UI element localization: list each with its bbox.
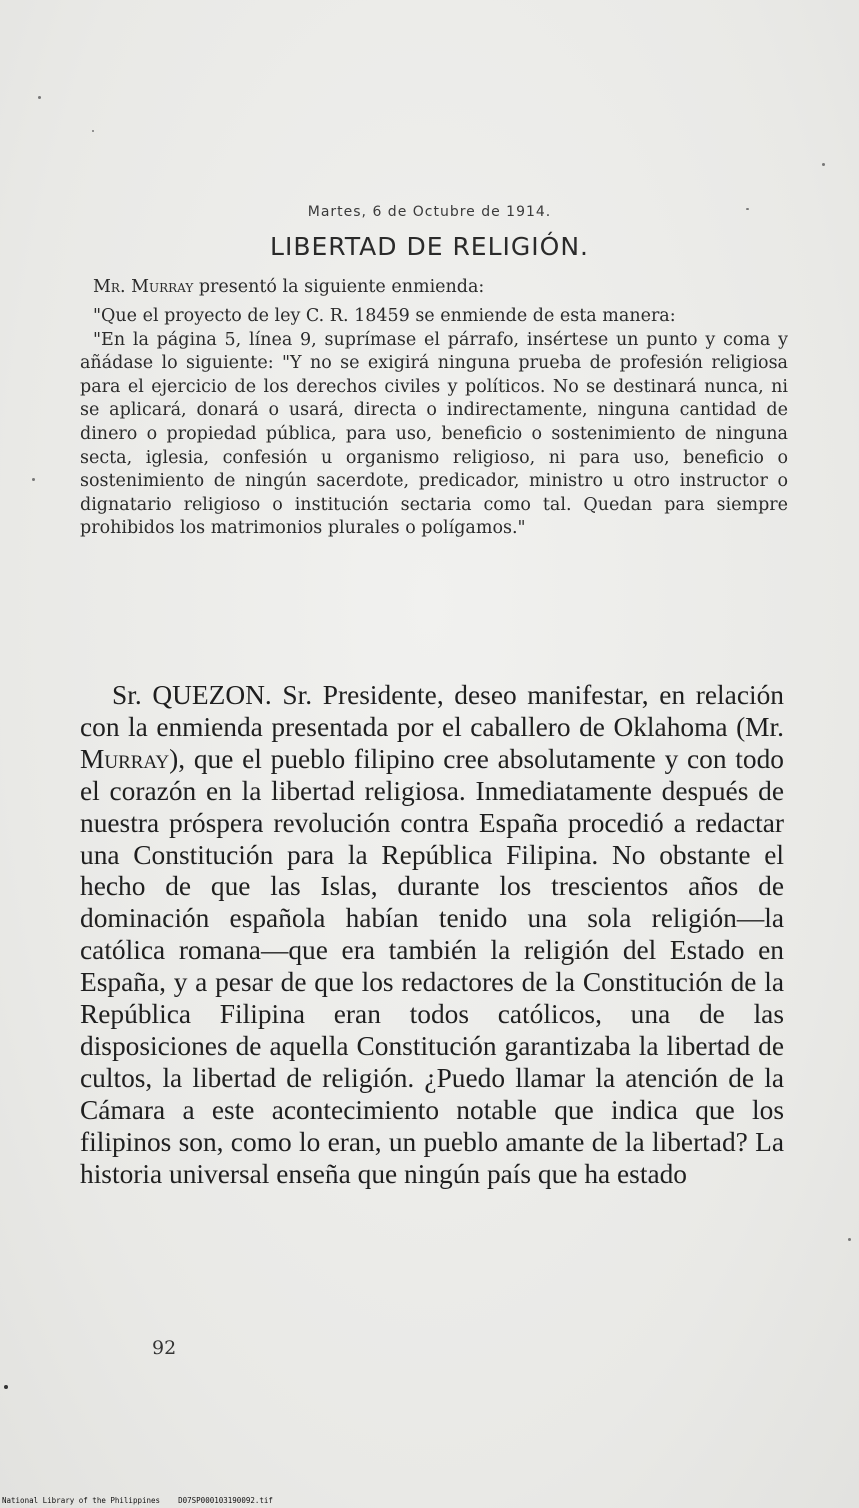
page-number: 92 bbox=[152, 1337, 177, 1359]
speech-block bbox=[80, 680, 784, 1191]
scan-speck bbox=[4, 1385, 8, 1389]
scan-speck bbox=[822, 163, 825, 166]
scan-speck bbox=[38, 96, 41, 99]
scan-speck bbox=[746, 208, 749, 210]
amendment-lead: "Que el proyecto de ley C. R. 18459 se enmiende de esta manera: bbox=[93, 306, 676, 326]
amendment-intro-paragraph bbox=[80, 276, 788, 300]
dateline: Martes, 6 de Octubre de 1914. bbox=[307, 204, 552, 220]
scan-speck bbox=[32, 478, 35, 481]
speech-text-before: Sr. Presidente, deseo manifestar, en relación con la enmienda presentada por el caballero de Oklahoma (Mr. bbox=[80, 680, 784, 742]
speech-text-after: ), que el pueblo filipino cree absolutamente y con todo el corazón en la libertad religiosa. Inmediatamente después de nuestra próspera revolución contra España procedió a redactar una Constitución para la República Filipina. No obstante el hecho de que las Islas, durante los trescientos años de dominación española habían tenido una sola religión—la católica romana—que era también la religión del Estado en España, y a pesar de que los redactores de la Constitución de la República Filipina eran todos católicos, una de las disposiciones de aquella Constitución garantizaba la libertad de cultos, la libertad de religión. ¿Puedo llamar la atención de la Cámara a este acontecimiento notable que indica que los filipinos son, como lo eran, un pueblo amante de la libertad? La historia universal enseña que ningún país que ha estado bbox=[80, 743, 784, 1189]
speech-name: Murray bbox=[80, 743, 170, 774]
amendment-body: "En la página 5, línea 9, suprímase el párrafo, insértese un punto y coma y añádase lo siguiente: "Y no se exigirá ninguna prueba de profesión religiosa para el ejercicio de los derechos civiles y políticos. No se destinará nunca, ni se aplicará, donará o usará, directa o indirectamente, ninguna cantidad de dinero o propiedad pública, para uso, beneficio o sostenimiento de ninguna secta, iglesia, confesión u organismo religioso, ni para uso, beneficio o sostenimiento de ningún sacerdote, predicador, ministro u otro instructor o dignatario religioso o institución sectaria como tal. Quedan para siempre prohibidos los matrimonios plurales o polígamos." bbox=[80, 329, 788, 539]
intro-text: presentó la siguiente enmienda: bbox=[193, 277, 485, 297]
page-title: LIBERTAD DE RELIGIÓN. bbox=[270, 232, 589, 261]
scan-speck bbox=[92, 130, 94, 132]
scan-speck bbox=[848, 1238, 851, 1241]
amendment-intro bbox=[80, 276, 788, 300]
speech-speaker: Sr. QUEZON. bbox=[112, 680, 272, 710]
speech-paragraph bbox=[80, 680, 784, 1191]
amendment-text bbox=[80, 305, 788, 541]
speaker-name: Mr. Murray bbox=[93, 277, 194, 297]
scan-footer: National Library of the Philippines D07SP000103190092.tif bbox=[2, 1496, 273, 1505]
